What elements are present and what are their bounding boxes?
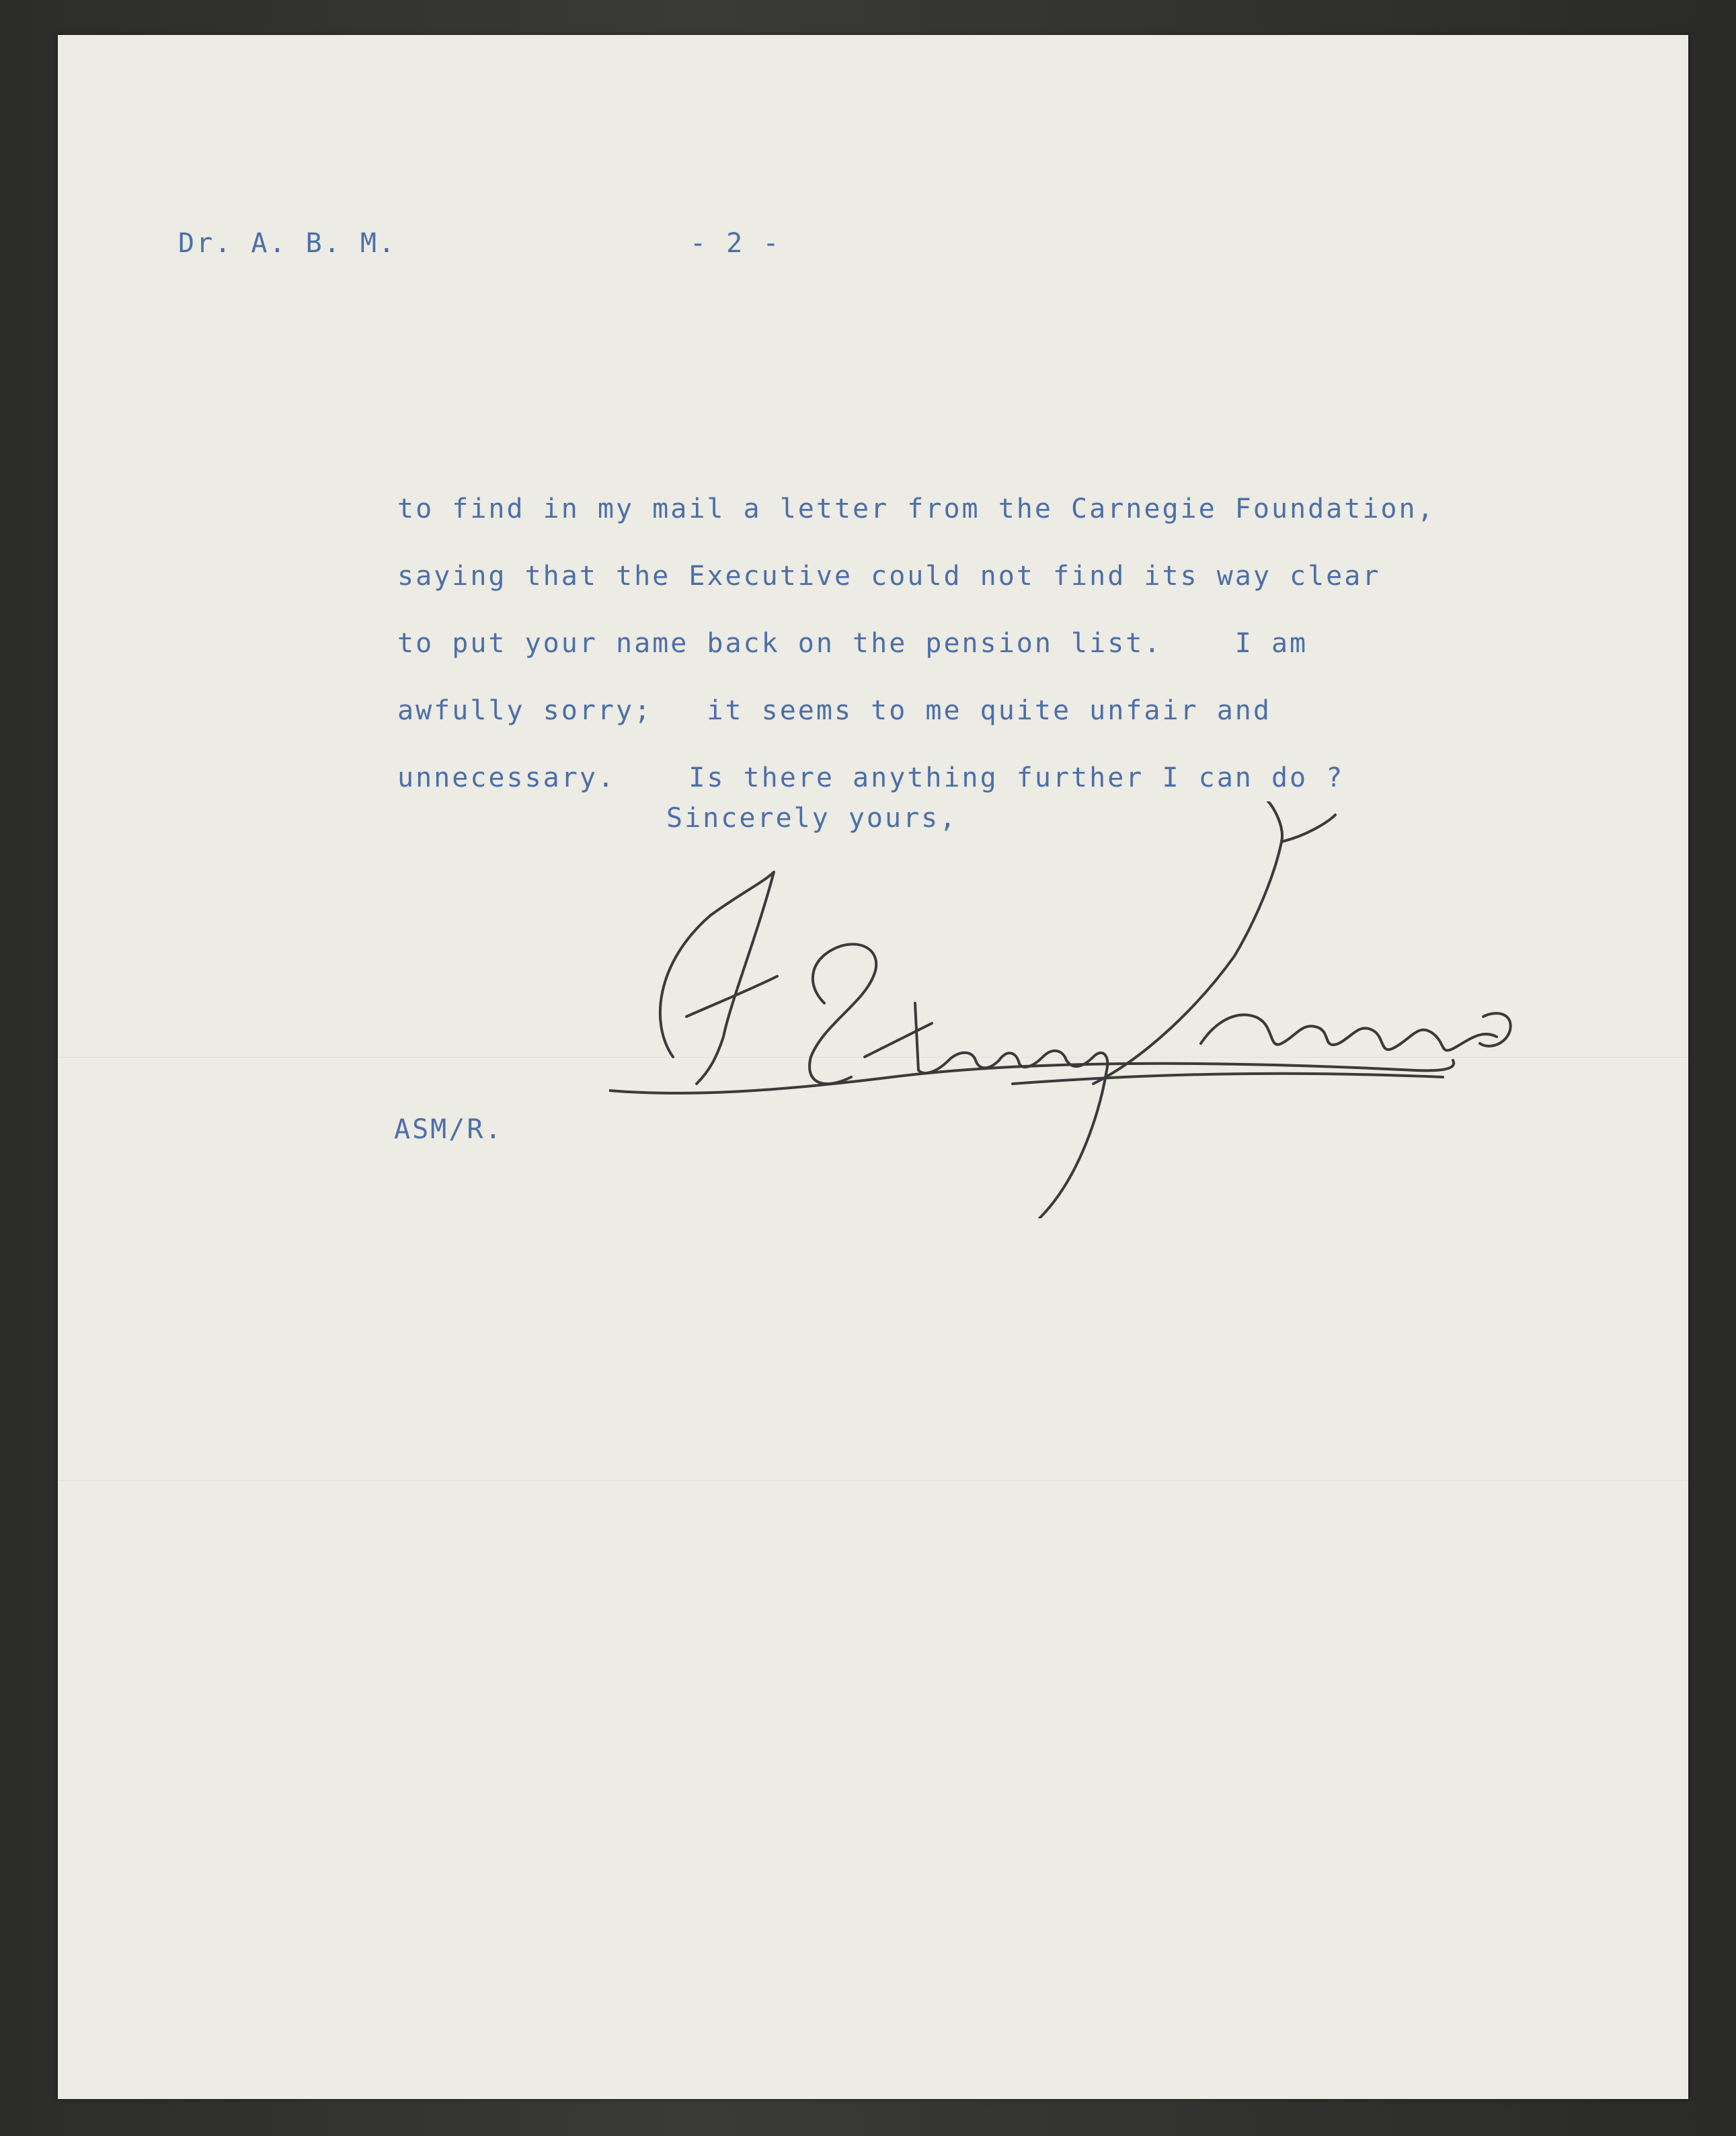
body-line: to put your name back on the pension list. I am xyxy=(397,628,1308,659)
fold-line xyxy=(58,1480,1688,1482)
page-number: - 2 - xyxy=(690,228,781,259)
body-line: awfully sorry; it seems to me quite unfair and xyxy=(397,695,1271,726)
closing: Sincerely yours, xyxy=(666,803,958,834)
body-line: saying that the Executive could not find its way clear xyxy=(397,561,1381,592)
reference-initials: ASM/R. xyxy=(394,1114,504,1145)
letter-page xyxy=(58,35,1688,2099)
recipient-initials: Dr. A. B. M. xyxy=(178,228,397,259)
body-line: to find in my mail a letter from the Carnegie Foundation, xyxy=(397,493,1435,524)
handwritten-signature xyxy=(609,801,1537,1218)
body-line: unnecessary. Is there anything further I can do ? xyxy=(397,762,1345,793)
letter-body xyxy=(397,475,1487,812)
